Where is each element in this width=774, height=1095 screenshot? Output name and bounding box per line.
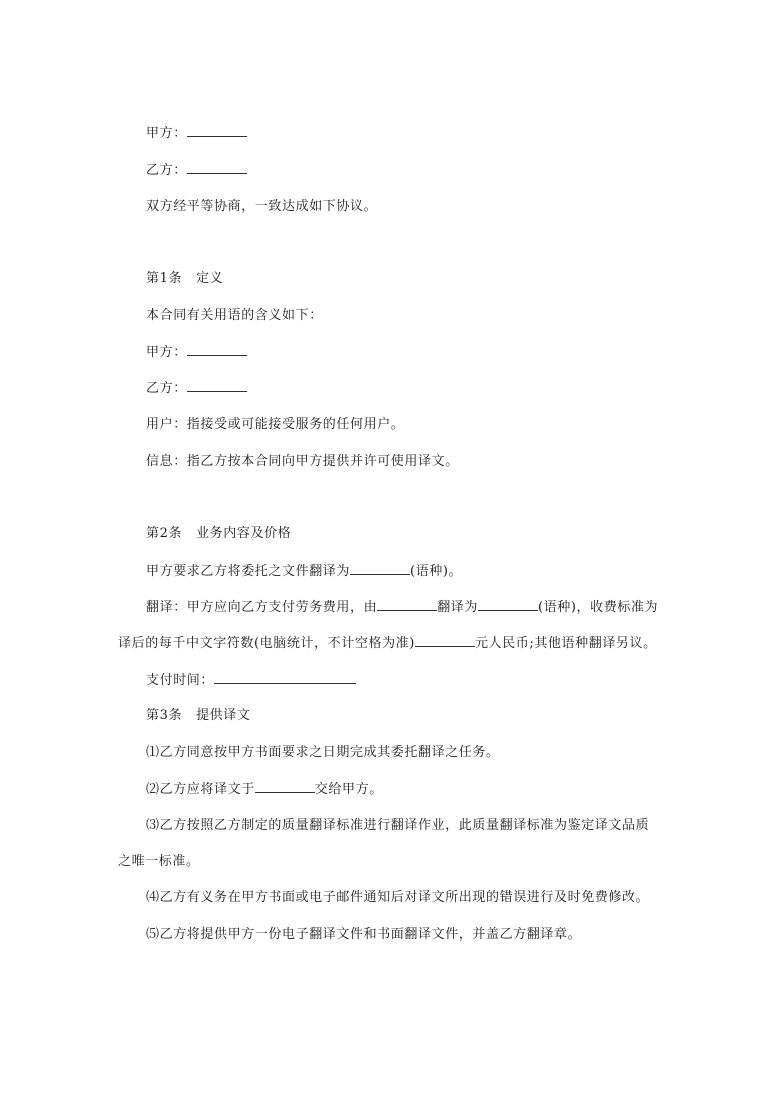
user-definition: 用户：指接受或可能接受服务的任何用户。 [146,417,405,432]
payment-time-line [146,671,356,690]
def-party-a-blank [187,343,247,356]
fee-currency-text: 元人民币;其他语种翻译另议。 [474,636,657,651]
clause-item-1: ⑴乙方同意按甲方书面要求之日期完成其委托翻译之任务。 [146,745,500,760]
party-b-line [146,161,247,180]
article-1-title: 定义 [196,271,224,286]
source-language-blank [377,598,437,611]
language-blank [350,562,410,575]
party-a-label: 甲方： [146,126,187,141]
definitions-intro: 本合同有关用语的含义如下： [146,308,323,323]
def-party-b-line [146,379,247,398]
request-text: 甲方要求乙方将委托之文件翻译为 [146,564,351,579]
article-2-title: 业务内容及价格 [196,526,292,541]
clause-item-4: ⑷乙方有义务在甲方书面或电子邮件通知后对译文所出现的错误进行及时免费修改。 [146,890,650,905]
article-1-number: 第1条 [146,271,183,286]
def-party-a-label: 甲方： [146,345,187,360]
item-2-text: ⑵乙方应将译文于 [146,782,255,797]
article-2-number: 第2条 [146,526,183,541]
delivery-date-blank [255,780,315,793]
article-3-title: 提供译文 [196,708,251,723]
party-b-blank [187,161,247,174]
fee-basis-text: 译后的每千中文字符数(电脑统计，不计空格为准) [118,636,415,651]
fee-mid-text: 翻译为 [437,600,479,615]
article-3-number: 第3条 [146,708,183,723]
info-definition: 信息：指乙方按本合同向甲方提供并许可使用译文。 [146,454,459,469]
translation-fee-line-2 [118,634,657,653]
translation-fee-line-1 [146,598,658,617]
party-a-blank [187,124,247,137]
def-party-a-line [146,343,247,362]
item-2-suffix: 交给甲方。 [314,782,383,797]
clause-item-2 [146,780,383,799]
translation-request [146,562,462,581]
party-b-label: 乙方： [146,163,187,178]
clause-item-5: ⑸乙方将提供甲方一份电子翻译文件和书面翻译文件，并盖乙方翻译章。 [146,927,582,942]
def-party-b-label: 乙方： [146,381,187,396]
rate-blank [415,634,475,647]
target-language-blank [478,598,538,611]
request-suffix: (语种)。 [410,564,463,579]
clause-item-3-line-1: ⑶乙方按照乙方制定的质量翻译标准进行翻译作业，此质量翻译标准为鉴定译文品质 [146,818,650,833]
article-2-heading [146,525,291,543]
agreement-intro: 双方经平等协商，一致达成如下协议。 [146,199,378,214]
party-a-line [146,124,247,143]
fee-suffix: (语种)，收费标准为 [538,600,659,615]
payment-time-blank [214,671,356,684]
payment-time-label: 支付时间： [146,673,215,688]
article-1-heading [146,270,223,288]
clause-item-3-line-2: 之唯一标准。 [118,854,200,869]
article-3-heading [146,707,250,725]
fee-text: 翻译：甲方应向乙方支付劳务费用，由 [146,600,378,615]
def-party-b-blank [187,379,247,392]
